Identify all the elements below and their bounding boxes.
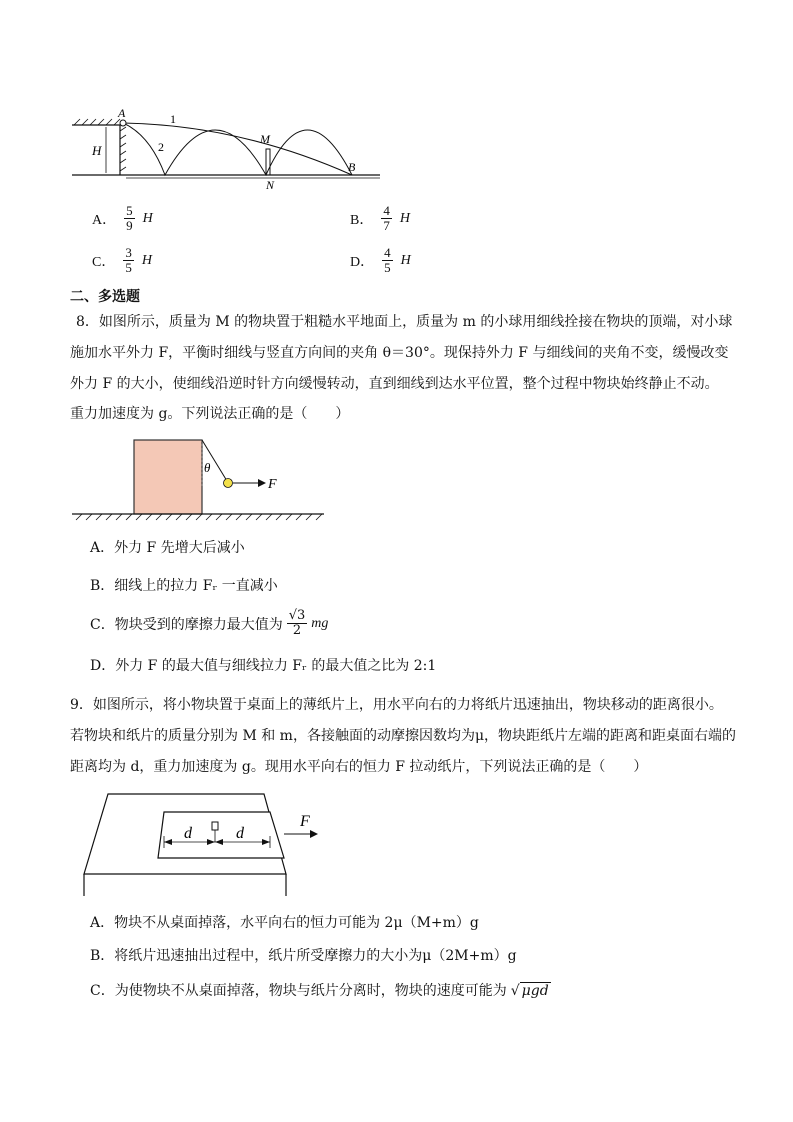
q8-option-a[interactable]: A．外力 F 先增大后减小 [90, 540, 245, 556]
q7-option-a[interactable]: A． $\frac{5}{9}$ H [92, 203, 153, 233]
q9-text-line: 9．如图所示，将小物块置于桌面上的薄纸片上，用水平向右的力将纸片迅速抽出，物块移动的距离很小。 [70, 697, 723, 713]
q8-block-figure [72, 436, 332, 526]
q8-label-F: F [268, 477, 277, 492]
q7-label-M: M [260, 132, 270, 146]
q9-paper-table-figure [74, 788, 334, 904]
q9-label-d-left: d [184, 825, 192, 842]
q9-text-line: 若物块和纸片的质量分别为 M 和 m，各接触面的动摩擦因数均为μ，物块距纸片左端的距离和距桌面右端的 [70, 728, 737, 744]
q8-text-line: 施加水平外力 F，平衡时细线与竖直方向间的夹角 θ＝30°。现保持外力 F 与细线间的夹角不变，缓慢改变 [70, 345, 729, 361]
q8-text-line: 外力 F 的大小，使细线沿逆时针方向缓慢转动，直到细线到达水平位置，整个过程中物块始终静止不动。 [70, 376, 719, 392]
q7-option-c[interactable]: C． $\frac{3}{5}$ H [92, 245, 152, 275]
fraction: $\frac{4}{5}$ [384, 245, 391, 275]
q7-label-A: A [118, 106, 126, 120]
q7-option-d[interactable]: D． $\frac{4}{5}$ H [350, 245, 411, 275]
q9-option-c[interactable]: C．为使物块不从桌面掉落，物块与纸片分离时，物块的速度可能为 √ μgd [90, 982, 549, 999]
q9-option-b[interactable]: B．将纸片迅速抽出过程中，纸片所受摩擦力的大小为μ（2M+m）g [90, 948, 517, 964]
q9-label-d-right: d [236, 825, 244, 842]
q9-text-line: 距离均为 d，重力加速度为 g。现用水平向右的恒力 F 拉动纸片，下列说法正确的是（ ） [70, 759, 648, 775]
q9-option-a[interactable]: A．物块不从桌面掉落，水平向右的恒力可能为 2μ（M+m）g [90, 915, 479, 931]
q7-option-b[interactable]: B． $\frac{4}{7}$ H [350, 203, 410, 233]
q7-label-1: 1 [170, 112, 176, 126]
q8-option-d[interactable]: D．外力 F 的最大值与细线拉力 Fᵣ 的最大值之比为 2:1 [90, 658, 437, 674]
q8-label-theta: θ [204, 460, 211, 475]
fraction: $\frac{5}{9}$ [126, 203, 133, 233]
q7-label-H: H [92, 143, 102, 158]
q7-label-2: 2 [158, 140, 164, 154]
q7-projectile-figure [70, 105, 390, 195]
fraction: $\frac{√3}{2}$ [288, 608, 306, 638]
section-heading: 二、多选题 [70, 289, 140, 305]
q8-option-c[interactable]: C．物块受到的摩擦力最大值为 $\frac{√3}{2}$ mg [90, 608, 329, 638]
q8-text-line: 8．如图所示，质量为 M 的物块置于粗糙水平地面上，质量为 m 的小球用细线拴接在物块的顶端，对小球 [76, 314, 733, 330]
q8-text-line: 重力加速度为 g。下列说法正确的是（ ） [70, 406, 350, 422]
q9-label-F: F [300, 813, 310, 830]
q7-label-N: N [266, 178, 275, 192]
q7-label-B: B [348, 160, 356, 174]
fraction: $\frac{3}{5}$ [125, 245, 132, 275]
fraction: $\frac{4}{7}$ [383, 203, 390, 233]
sqrt-expression: √ μgd [510, 982, 549, 999]
q8-option-b[interactable]: B．细线上的拉力 Fᵣ 一直减小 [90, 578, 278, 594]
